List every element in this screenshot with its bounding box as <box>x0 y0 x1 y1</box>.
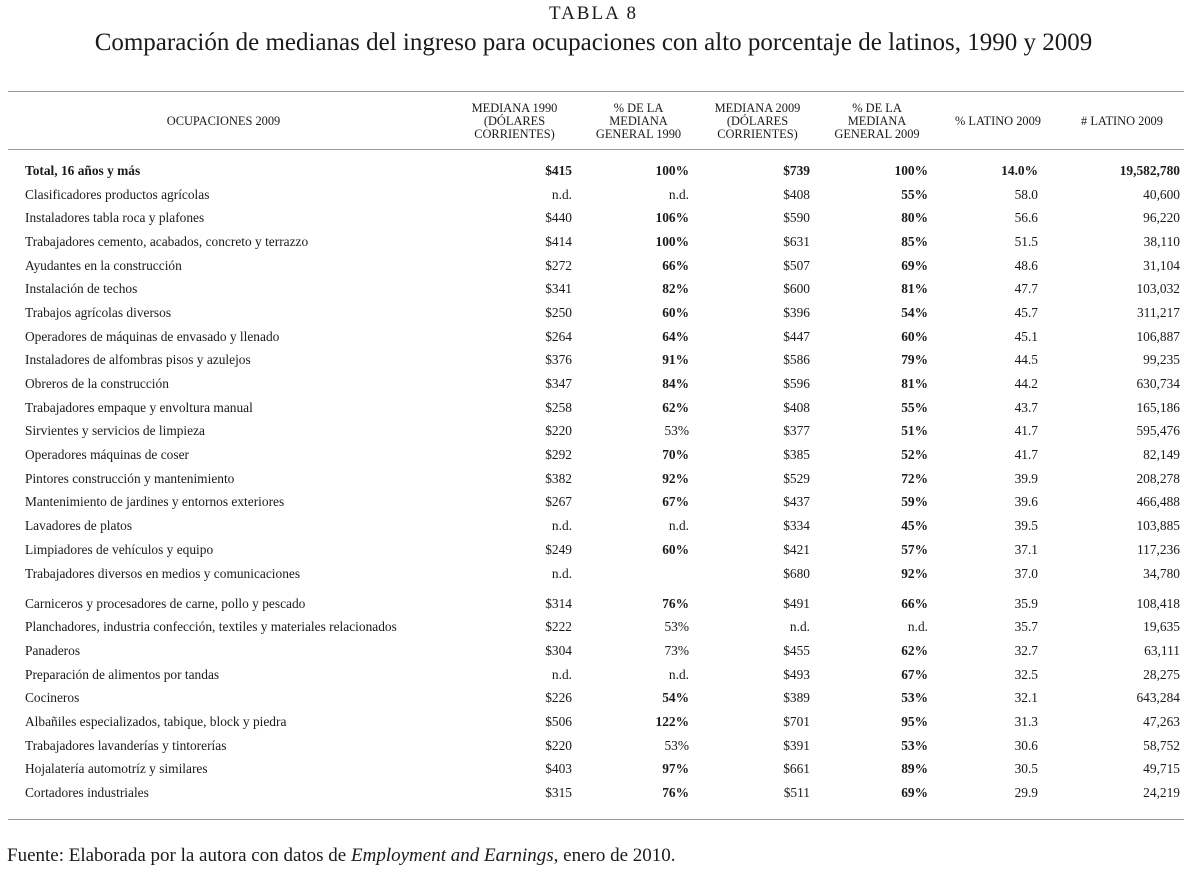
cell-pct-1990: 60% <box>662 541 689 557</box>
source-publication: Employment and Earnings <box>351 845 554 866</box>
cell-median-1990: $220 <box>545 737 572 753</box>
cell-pct-1990: 100% <box>655 233 689 249</box>
cell-num-latino: 19,635 <box>1143 619 1180 635</box>
cell-num-latino: 106,887 <box>1136 328 1180 344</box>
cell-median-1990: $414 <box>545 233 572 249</box>
source-suffix: , enero de 2010. <box>553 845 676 866</box>
cell-occupation: Lavadores de platos <box>25 518 133 534</box>
cell-pct-1990: 73% <box>664 642 689 658</box>
cell-occupation: Trabajadores empaque y envoltura manual <box>25 399 253 415</box>
cell-pct-1990: 64% <box>662 328 689 344</box>
cell-occupation: Instaladores tabla roca y plafones <box>25 210 205 226</box>
cell-pct-latino: 35.9 <box>1014 596 1038 612</box>
cell-pct-2009: 45% <box>901 518 928 534</box>
cell-occupation: Panaderos <box>25 642 81 658</box>
cell-median-1990: $249 <box>545 541 572 557</box>
table-row <box>8 562 1184 586</box>
table-row <box>8 443 1184 467</box>
cell-pct-1990: 66% <box>662 257 689 273</box>
cell-pct-2009: 67% <box>901 666 928 682</box>
cell-pct-2009: 92% <box>901 565 928 581</box>
cell-pct-2009: 57% <box>901 541 928 557</box>
cell-pct-latino: 51.5 <box>1014 233 1038 249</box>
table-row <box>8 183 1184 207</box>
table-row <box>8 325 1184 349</box>
cell-median-2009: n.d. <box>789 619 810 635</box>
cell-pct-1990: 106% <box>655 210 689 226</box>
cell-pct-2009: 54% <box>901 304 928 320</box>
cell-median-2009: $586 <box>783 352 810 368</box>
cell-median-2009: $377 <box>783 423 810 439</box>
cell-pct-1990: 100% <box>655 162 689 178</box>
col-header-median-1990: MEDIANA 1990 (DÓLARES CORRIENTES) <box>471 100 558 141</box>
cell-occupation: Trabajadores diversos en medios y comunicaciones <box>25 565 301 581</box>
col-header-pct-latino: % LATINO 2009 <box>954 113 1042 128</box>
table-row <box>8 491 1184 515</box>
cell-pct-1990: 76% <box>662 785 689 801</box>
cell-pct-1990: 67% <box>662 494 689 510</box>
cell-median-1990: n.d. <box>551 186 572 202</box>
cell-pct-latino: 39.6 <box>1014 494 1038 510</box>
cell-pct-latino: 32.1 <box>1014 690 1038 706</box>
cell-occupation: Trabajos agrícolas diversos <box>25 304 172 320</box>
cell-pct-2009: 69% <box>901 257 928 273</box>
cell-pct-1990: 92% <box>662 470 689 486</box>
cell-pct-latino: 37.0 <box>1014 565 1038 581</box>
table-row <box>8 420 1184 444</box>
cell-pct-1990: 76% <box>662 596 689 612</box>
cell-pct-latino: 29.9 <box>1014 785 1038 801</box>
cell-pct-latino: 58.0 <box>1014 186 1038 202</box>
cell-num-latino: 99,235 <box>1143 352 1180 368</box>
table-row <box>8 615 1184 639</box>
cell-median-1990: $258 <box>545 399 572 415</box>
cell-median-2009: $385 <box>783 447 810 463</box>
cell-pct-2009: 59% <box>901 494 928 510</box>
cell-occupation: Cocineros <box>25 690 80 706</box>
col-header-median-2009: MEDIANA 2009 (DÓLARES CORRIENTES) <box>714 100 801 141</box>
cell-pct-2009: 55% <box>901 186 928 202</box>
col-header-pct-2009: % DE LA MEDIANA GENERAL 2009 <box>834 100 920 141</box>
cell-median-2009: $631 <box>783 233 810 249</box>
cell-median-1990: $267 <box>545 494 572 510</box>
cell-median-1990: $382 <box>545 470 572 486</box>
table-row <box>8 734 1184 758</box>
cell-pct-latino: 37.1 <box>1014 541 1038 557</box>
cell-occupation: Carniceros y procesadores de carne, pollo y pescado <box>25 596 306 612</box>
cell-pct-latino: 35.7 <box>1014 619 1038 635</box>
table-row <box>8 372 1184 396</box>
cell-pct-2009: 53% <box>901 690 928 706</box>
cell-pct-2009: 81% <box>901 281 928 297</box>
cell-median-1990: $506 <box>545 713 572 729</box>
table-row <box>8 663 1184 687</box>
cell-pct-latino: 30.5 <box>1014 761 1038 777</box>
cell-pct-2009: 60% <box>901 328 928 344</box>
cell-pct-2009: 80% <box>901 210 928 226</box>
cell-occupation: Instaladores de alfombras pisos y azulejos <box>25 352 251 368</box>
cell-median-1990: $314 <box>545 596 572 612</box>
cell-median-2009: $529 <box>783 470 810 486</box>
cell-pct-2009: 52% <box>901 447 928 463</box>
cell-median-1990: $222 <box>545 619 572 635</box>
cell-median-1990: $341 <box>545 281 572 297</box>
table-row <box>8 230 1184 254</box>
cell-occupation: Mantenimiento de jardines y entornos exteriores <box>25 494 285 510</box>
cell-num-latino: 40,600 <box>1143 186 1180 202</box>
cell-median-1990: n.d. <box>551 518 572 534</box>
cell-median-1990: $415 <box>545 162 572 178</box>
cell-median-2009: $507 <box>783 257 810 273</box>
cell-occupation: Total, 16 años y más <box>25 162 141 178</box>
cell-median-2009: $493 <box>783 666 810 682</box>
cell-median-2009: $334 <box>783 518 810 534</box>
cell-num-latino: 34,780 <box>1143 565 1180 581</box>
col-header-pct-1990: % DE LA MEDIANA GENERAL 1990 <box>595 100 682 141</box>
cell-median-2009: $491 <box>783 596 810 612</box>
cell-pct-latino: 14.0% <box>1001 162 1038 178</box>
cell-pct-latino: 31.3 <box>1014 713 1038 729</box>
cell-median-1990: $264 <box>545 328 572 344</box>
table-row <box>8 585 1184 615</box>
cell-num-latino: 103,885 <box>1136 518 1180 534</box>
cell-median-2009: $447 <box>783 328 810 344</box>
cell-occupation: Preparación de alimentos por tandas <box>25 666 220 682</box>
cell-median-2009: $596 <box>783 376 810 392</box>
cell-pct-1990: 60% <box>662 304 689 320</box>
cell-num-latino: 28,275 <box>1143 666 1180 682</box>
cell-pct-latino: 39.5 <box>1014 518 1038 534</box>
cell-median-1990: $292 <box>545 447 572 463</box>
table-row <box>8 686 1184 710</box>
cell-num-latino: 595,476 <box>1136 423 1180 439</box>
table-body <box>8 149 1184 805</box>
bottom-rule <box>8 819 1184 820</box>
cell-median-2009: $661 <box>783 761 810 777</box>
cell-pct-latino: 45.1 <box>1014 328 1038 344</box>
cell-median-1990: $250 <box>545 304 572 320</box>
cell-pct-1990: 53% <box>664 423 689 439</box>
total-row <box>8 159 1184 183</box>
cell-num-latino: 82,149 <box>1143 447 1180 463</box>
table-row <box>8 538 1184 562</box>
cell-pct-1990: 53% <box>664 619 689 635</box>
cell-num-latino: 49,715 <box>1143 761 1180 777</box>
cell-num-latino: 38,110 <box>1143 233 1180 249</box>
cell-occupation: Operadores de máquinas de envasado y llenado <box>25 328 280 344</box>
cell-occupation: Pintores construcción y mantenimiento <box>25 470 235 486</box>
cell-num-latino: 311,217 <box>1136 304 1180 320</box>
cell-num-latino: 208,278 <box>1136 470 1180 486</box>
cell-pct-latino: 41.7 <box>1014 423 1038 439</box>
table-label: TABLA 8 <box>548 3 638 24</box>
cell-occupation: Albañiles especializados, tabique, block y piedra <box>25 713 287 729</box>
table-row <box>8 710 1184 734</box>
cell-median-2009: $408 <box>783 186 810 202</box>
cell-occupation: Sirvientes y servicios de limpieza <box>25 423 205 439</box>
cell-pct-latino: 32.5 <box>1014 666 1038 682</box>
cell-pct-1990: 82% <box>662 281 689 297</box>
cell-num-latino: 103,032 <box>1136 281 1180 297</box>
cell-pct-2009: 69% <box>901 785 928 801</box>
cell-median-2009: $680 <box>783 565 810 581</box>
header-row <box>8 93 1184 149</box>
table-row <box>8 514 1184 538</box>
cell-pct-1990: 70% <box>662 447 689 463</box>
cell-median-2009: $408 <box>783 399 810 415</box>
top-rule <box>8 91 1184 92</box>
table-row <box>8 349 1184 373</box>
table-row <box>8 467 1184 491</box>
cell-pct-2009: 81% <box>901 376 928 392</box>
col-header-occupation: OCUPACIONES 2009 <box>166 113 281 128</box>
cell-pct-latino: 48.6 <box>1014 257 1038 273</box>
cell-pct-2009: 53% <box>901 737 928 753</box>
income-table <box>8 93 1184 805</box>
cell-num-latino: 630,734 <box>1136 376 1180 392</box>
cell-median-2009: $455 <box>783 642 810 658</box>
col-header-num-latino: # LATINO 2009 <box>1081 113 1163 128</box>
cell-median-2009: $739 <box>783 162 810 178</box>
table-row <box>8 781 1184 805</box>
cell-pct-2009: 100% <box>894 162 928 178</box>
cell-median-1990: $272 <box>545 257 572 273</box>
cell-occupation: Trabajadores lavanderías y tintorerías <box>25 737 227 753</box>
table-row <box>8 639 1184 663</box>
cell-pct-2009: 72% <box>901 470 928 486</box>
cell-pct-latino: 39.9 <box>1014 470 1038 486</box>
cell-median-2009: $396 <box>783 304 810 320</box>
cell-pct-latino: 45.7 <box>1014 304 1038 320</box>
cell-pct-2009: 66% <box>901 596 928 612</box>
cell-median-2009: $511 <box>783 785 810 801</box>
cell-pct-latino: 44.2 <box>1014 376 1038 392</box>
cell-occupation: Clasificadores productos agrícolas <box>25 186 210 202</box>
cell-pct-1990: n.d. <box>668 666 689 682</box>
cell-occupation: Operadores máquinas de coser <box>25 447 189 463</box>
cell-median-1990: $440 <box>545 210 572 226</box>
cell-pct-2009: 55% <box>901 399 928 415</box>
cell-median-1990: n.d. <box>551 565 572 581</box>
cell-occupation: Planchadores, industria confección, textiles y materiales relacionados <box>25 619 397 635</box>
table-row <box>8 301 1184 325</box>
table-title: Comparación de medianas del ingreso para ocupaciones con alto porcentaje de latinos, 1990 y 2009 <box>94 29 1093 56</box>
cell-num-latino: 58,752 <box>1143 737 1180 753</box>
cell-median-1990: $347 <box>545 376 572 392</box>
cell-num-latino: 31,104 <box>1143 257 1180 273</box>
cell-occupation: Limpiadores de vehículos y equipo <box>25 541 214 557</box>
table-row <box>8 277 1184 301</box>
cell-pct-latino: 44.5 <box>1014 352 1038 368</box>
cell-pct-latino: 32.7 <box>1014 642 1038 658</box>
cell-num-latino: 63,111 <box>1144 642 1180 658</box>
cell-pct-latino: 47.7 <box>1014 281 1038 297</box>
cell-num-latino: 165,186 <box>1136 399 1180 415</box>
cell-median-1990: $304 <box>545 642 572 658</box>
cell-num-latino: 47,263 <box>1143 713 1180 729</box>
cell-median-1990: $403 <box>545 761 572 777</box>
source-note <box>7 845 676 867</box>
cell-median-1990: n.d. <box>551 666 572 682</box>
cell-pct-1990: 53% <box>664 737 689 753</box>
cell-occupation: Instalación de techos <box>25 281 138 297</box>
cell-pct-1990: 62% <box>662 399 689 415</box>
cell-median-2009: $389 <box>783 690 810 706</box>
cell-num-latino: 108,418 <box>1136 596 1180 612</box>
cell-pct-2009: n.d. <box>907 619 928 635</box>
cell-pct-latino: 30.6 <box>1014 737 1038 753</box>
cell-pct-2009: 79% <box>901 352 928 368</box>
cell-pct-2009: 85% <box>901 233 928 249</box>
cell-occupation: Obreros de la construcción <box>25 376 169 392</box>
table-row <box>8 396 1184 420</box>
cell-pct-2009: 89% <box>901 761 928 777</box>
cell-pct-1990: 84% <box>662 376 689 392</box>
cell-pct-1990: 91% <box>662 352 689 368</box>
cell-median-1990: $220 <box>545 423 572 439</box>
table-row <box>8 254 1184 278</box>
cell-num-latino: 466,488 <box>1136 494 1180 510</box>
cell-pct-2009: 62% <box>901 642 928 658</box>
cell-median-2009: $421 <box>783 541 810 557</box>
cell-num-latino: 96,220 <box>1143 210 1180 226</box>
cell-pct-2009: 95% <box>901 713 928 729</box>
cell-pct-1990 <box>580 562 697 586</box>
table-row <box>8 758 1184 782</box>
cell-pct-1990: 122% <box>655 713 689 729</box>
cell-num-latino: 117,236 <box>1136 541 1180 557</box>
cell-median-2009: $701 <box>783 713 810 729</box>
cell-occupation: Cortadores industriales <box>25 785 149 801</box>
cell-num-latino: 24,219 <box>1143 785 1180 801</box>
cell-pct-1990: 54% <box>662 690 689 706</box>
cell-median-2009: $437 <box>783 494 810 510</box>
cell-pct-latino: 43.7 <box>1014 399 1038 415</box>
cell-pct-1990: n.d. <box>668 518 689 534</box>
cell-pct-1990: n.d. <box>668 186 689 202</box>
table-row <box>8 206 1184 230</box>
cell-occupation: Hojalatería automotríz y similares <box>25 761 208 777</box>
cell-num-latino: 643,284 <box>1136 690 1180 706</box>
cell-median-1990: $376 <box>545 352 572 368</box>
cell-pct-2009: 51% <box>901 423 928 439</box>
cell-pct-latino: 56.6 <box>1014 210 1038 226</box>
cell-median-1990: $315 <box>545 785 572 801</box>
cell-pct-1990: 97% <box>662 761 689 777</box>
cell-num-latino: 19,582,780 <box>1119 162 1180 178</box>
cell-occupation: Trabajadores cemento, acabados, concreto y terrazzo <box>25 233 309 249</box>
spacer-row <box>8 149 1184 159</box>
cell-occupation: Ayudantes en la construcción <box>25 257 182 273</box>
cell-median-1990: $226 <box>545 690 572 706</box>
cell-pct-latino: 41.7 <box>1014 447 1038 463</box>
source-prefix: Fuente: Elaborada por la autora con datos de <box>7 845 351 866</box>
cell-median-2009: $590 <box>783 210 810 226</box>
cell-median-2009: $600 <box>783 281 810 297</box>
cell-median-2009: $391 <box>783 737 810 753</box>
